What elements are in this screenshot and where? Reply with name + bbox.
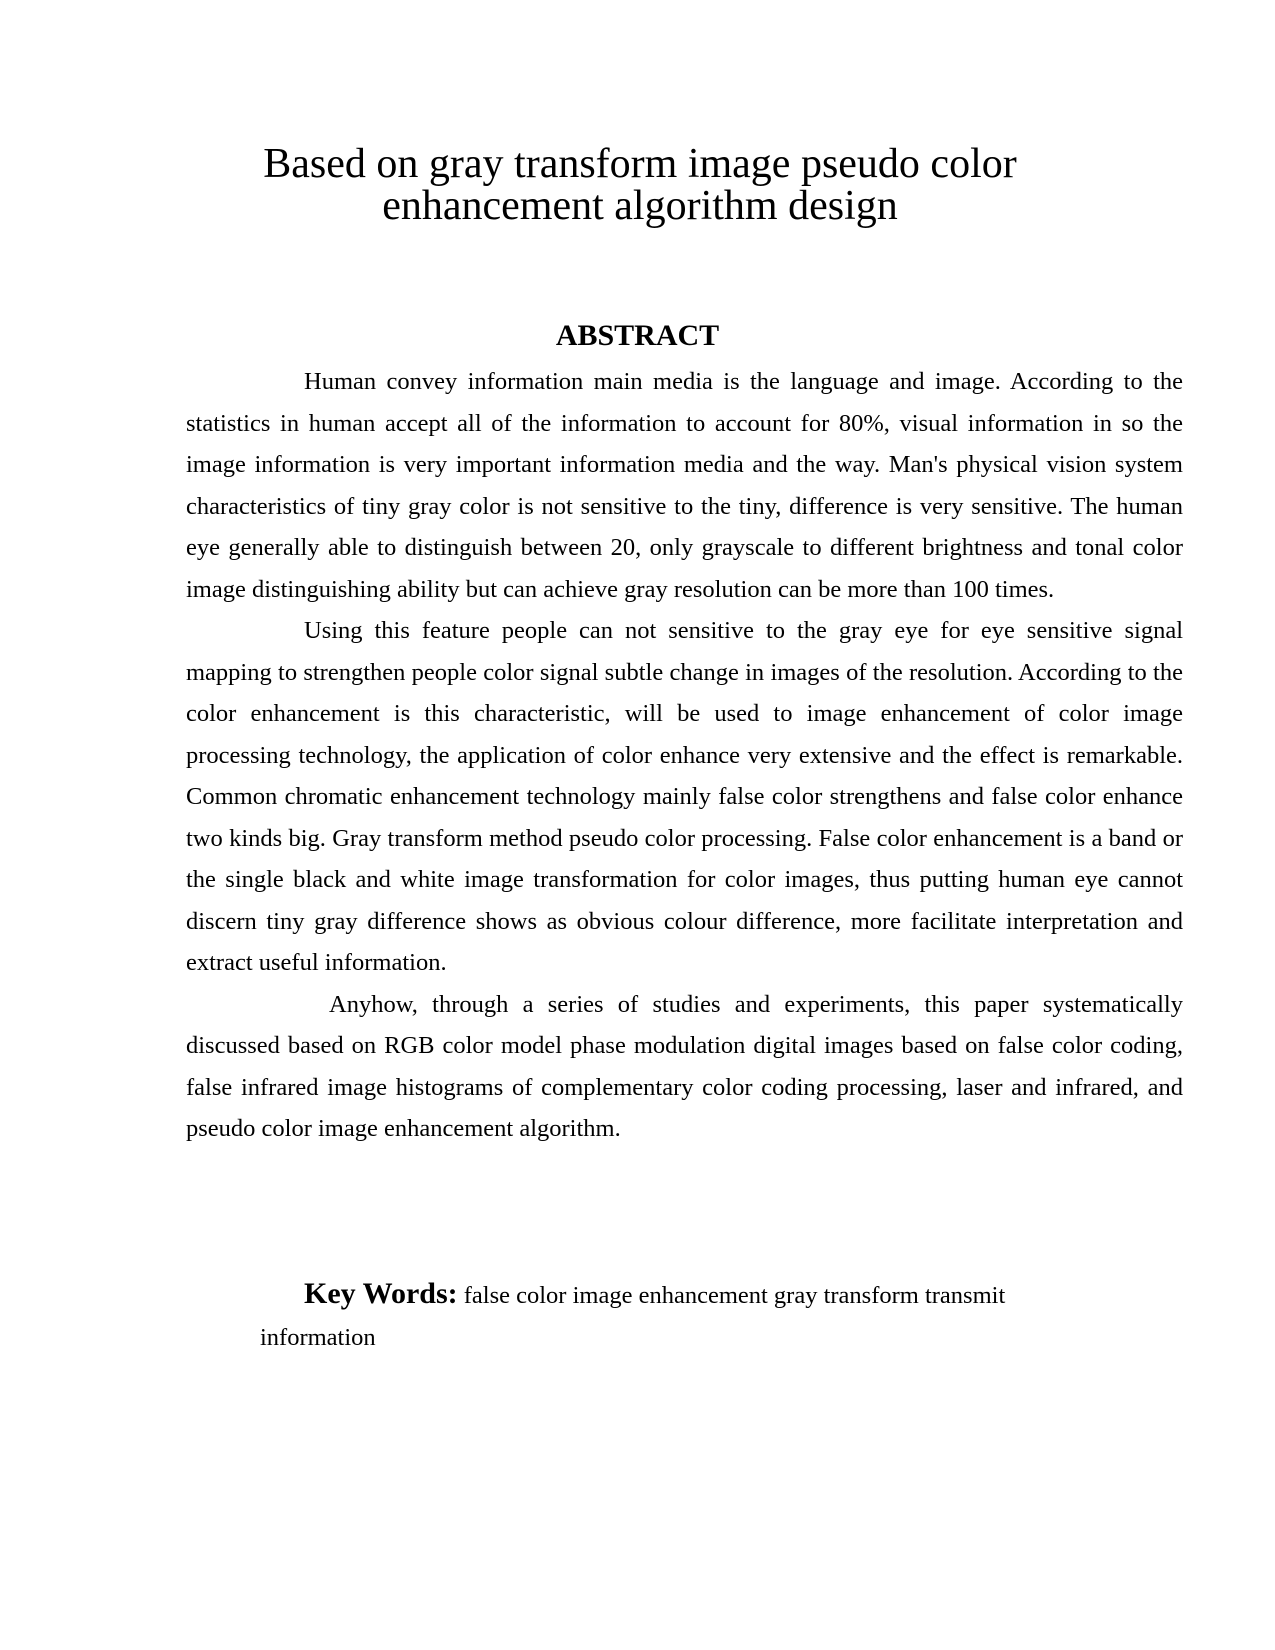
abstract-paragraph-2: Using this feature people can not sensitive to the gray eye for eye sensitive signal mapping to strengthen people color signal subtle change in images of the resolution. According to the color enhancement is this characteristic, will be used to image enhancement of color image processing technology, the application of color enhance very extensive and the effect is remarkable. Common chromatic enhancement technology mainly false color strengthens and false color enhance two kinds big. Gray transform method pseudo color processing. False color enhancement is a band or the single black and white image transformation for color images, thus putting human eye cannot discern tiny gray difference shows as obvious colour difference, more facilitate interpretation and extract useful information.	[186, 617, 1183, 976]
document-title-line-2: enhancement algorithm design	[382, 183, 898, 229]
keywords-continuation: information	[260, 1324, 376, 1351]
abstract-paragraph-1: Human convey information main media is the language and image. According to the statistics in human accept all of the information to account for 80%, visual information in so the image information is very important information media and the way. Man's physical vision system characteristics of tiny gray color is not sensitive to the tiny, difference is very sensitive. The human eye generally able to distinguish between 20, only grayscale to different brightness and tonal color image distinguishing ability but can achieve gray resolution can be more than 100 times.	[186, 368, 1183, 603]
keywords-label: Key Words:	[304, 1277, 458, 1310]
abstract-body	[186, 361, 1183, 1150]
abstract-paragraph-3: Anyhow, through a series of studies and experiments, this paper systematically discussed based on RGB color model phase modulation digital images based on false color coding, false infrared image histograms of complementary color coding processing, laser and infrared, and pseudo color image enhancement algorithm.	[186, 990, 1183, 1142]
document-title-line-1: Based on gray transform image pseudo color	[263, 141, 1017, 187]
keywords-line	[186, 1273, 1183, 1359]
keywords-text: false color image enhancement gray transform transmit	[457, 1282, 1006, 1309]
abstract-heading: ABSTRACT	[555, 319, 720, 352]
document-title	[230, 143, 1050, 227]
